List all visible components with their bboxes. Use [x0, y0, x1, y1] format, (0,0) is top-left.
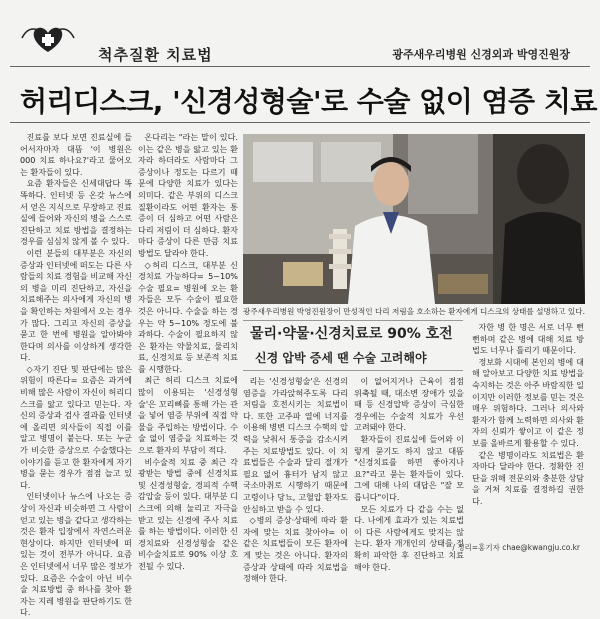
- article-column-5: [472, 322, 584, 540]
- paragraph: 이런 분들의 대부분은 자신의 증상과 인터넷에 떠도는 다른 사람들의 치료 경험을 비교해 자신의 병을 미리 진단하고, 자신을 치료해주는 의사에게 자신의 병을 확인하는 차원에서 오는 경우가 많다. 그리고 자신의 증상을 묻고 한 번에 병원을 알아봐야 한다며 의사를 이상하게 생각한다.: [20, 247, 132, 363]
- subhead-rule-bottom: [243, 370, 463, 371]
- subheadline-2: 신경 압박 증세 땐 수술 고려해야: [255, 351, 427, 365]
- doctor-consultation-photo: [243, 134, 585, 304]
- paragraph: 요즘 환자들은 신세대답다 똑똑하다. 인터넷 등 온갖 뉴스에서 얻은 지식으로 무장하고 진료실에 들어와 자신의 병을 스스로 진단하고 치료 방법을 결정하는 경우를 심심치 않게 볼 수 있다.: [20, 178, 132, 247]
- article-column-3: [243, 376, 348, 584]
- headline-rule: [10, 122, 590, 123]
- section-title: 척추질환 치료법: [98, 46, 213, 64]
- section-header: [0, 0, 600, 70]
- paragraph: 환자들이 진료실에 들어와 이렇게 묻기도 하지 않고 대뜸 "신경치료를 하면 좋아지나요?"라고 묻는 환자들이 있다. 그에 대해 나의 대답은 "잘 모릅니다"이다.: [354, 433, 464, 502]
- paragraph: ◇허리 디스크, 대부분 신경치료 가능하다= 5~10% 수술 필요= 병원에 오는 환자들은 모두 수술이 필요한 것은 아니다. 수술을 하는 경우는 약 5~10% 정도에 불과하다. 수술이 필요하지 않은 환자는 약물치료, 물리치료, 신경치료 등 보존적 치료를 시행한다.: [138, 259, 238, 374]
- paragraph: 정보화 시대에 본인의 병에 대해 알아보고 다양한 치료 방법을 숙지하는 것은 아주 바람직한 일이지만 이러한 정보를 믿는 것은 매우 위험하다. 그러나 의사와 환자가 함께 노력하면 의사와 환자의 신뢰가 쌓이고 이 같은 정보를 올바르게 활용할 수 있다.: [472, 356, 584, 448]
- paragraph: 진료를 보다 보면 진료실에 들어서자마자 대뜸 '이 병원은 000 치료 하나요?'라고 물어오는 환자들이 있다.: [20, 132, 132, 177]
- article-photo: [243, 134, 585, 304]
- paragraph: 인터넷이나 뉴스에 나오는 증상이 자신과 비슷하면 그 사람이 얻고 있는 병을 같다고 생각하는 것은 환자 입장에서 자연스러운 현상이다. 하지만 인터넷에 떠 있는 것이 전부가 아니다. 요즘은 인터넷에서 너무 많은 정보가 있다. 요즘은 수술이 아닌 비수술 치료방법 중 하나를 찾아 환자는 지레 병원을 판단하기도 한다.: [20, 491, 132, 618]
- headline: 허리디스크, '신경성형술'로 수술 없이 염증 치료: [20, 85, 597, 118]
- paragraph: 최근 허리 디스크 치료에 많이 이용되는 '신경성형술'은 꼬리뼈를 통해 가는 관을 넣어 염증 부위에 직접 약물을 주입하는 방법이다. 수술 없이 염증을 치료하는 것으로 환자의 부담이 적다.: [138, 375, 238, 456]
- paragraph: 자한 병 한 명은 서로 너무 뻔뻔하며 같은 병에 대해 치료 방법도 너무나 틀리기 때문이다.: [472, 322, 584, 356]
- photo-caption: 광주새우리병원 박영진원장이 만성적인 다리 저림을 호소하는 환자에게 디스크의 상태를 설명하고 있다.: [243, 307, 585, 316]
- subhead-rule-top: [243, 320, 463, 321]
- subheadline-1: 물리·약물·신경치료로 90% 호전: [250, 326, 453, 342]
- reporter-credit: / 정리=홍기자 chae@kwangju.co.kr: [452, 543, 580, 552]
- paragraph: 리는 '신경성형술'은 신경의 염증을 가라앉혀주도록 다리 저림을 호전시키는 치료법이다. 또한 고주파 열에 너지를 이용해 병변 디스크 수핵의 압력을 낮춰서 통증을 감소시켜주는 치료방법도 있다. 이 치료법들은 수술과 달리 절개가 필요 없어 흉터가 남지 않고 국소마취로 시행하기 때문에 고령이나 당뇨, 고혈압 환자도 안심하고 받을 수 있다.: [243, 376, 348, 514]
- paragraph: ◇자기 진단 및 판단에는 많은 위험이 따른다= 요즘은 과거에 비해 많은 사람이 자신이 허리디스크를 앓고 있다고 믿는다. 자신의 증상과 검사 결과를 인터넷에 올리면 의사들이 직접 이를 알고 병명이 붙는다. 또는 누군가 비슷한 증상으로 수술했다는 이야기를 듣고 한 환자에게 자기 병을 묻는 경우가 점점 늘고 있다.: [20, 363, 132, 490]
- heart-stethoscope-icon: [18, 20, 78, 56]
- paragraph: 모든 치료가 다 같을 수는 없다. 나에게 효과가 있는 치료법이 다른 사람에게도 맞지는 않는다. 환자 개개인의 상태를 정확히 파악한 후 진단하고 치료해야 한다.: [354, 503, 464, 572]
- article-column-2: [138, 132, 238, 571]
- paragraph: 같은 병명이라도 치료법은 환자마다 달라야 한다. 정확한 진단을 위해 전문의와 충분한 상담을 거쳐 치료를 결정하길 권한다.: [472, 449, 584, 506]
- paragraph: 온다리는 "라는 말이 있다. 이는 같은 병을 앓고 있는 환자라 하더라도 사람마다 그 증상이나 정도는 다르기 때문에 다양한 치료가 있다는 의미다. 같은 부위의 디스크 질환이라도 어떤 환자는 통증이 더 심하고 어떤 사람은 다리 저림이 더 심하다. 환자마다 증상이 다른 만큼 치료방법도 달라야 한다.: [138, 132, 238, 258]
- article-column-4: [354, 376, 464, 572]
- paragraph: ◇병의 증상·상태에 따라 환자에 맞는 치료 찾아야= 이 같은 치료법들이 모든 환자에게 맞는 것은 아니다. 환자의 증상과 상태에 따라 치료법을 정해야 한다.: [243, 515, 348, 584]
- header-rule: [10, 66, 590, 67]
- paragraph: 이 없어지거나 근육이 점점 위축될 때, 대소변 장애가 있을 때 등 신경압박 증상이 극심한 경우에는 수술적 치료가 우선 고려돼야 한다.: [354, 376, 464, 433]
- byline: 광주새우리병원 신경외과 박영진원장: [392, 48, 570, 61]
- paragraph: 비수술적 치료 중 최근 각광받는 방법 중에 신경치료 및 신경성형술, 경피적 수핵감압술 등이 있다. 대부분 디스크에 의해 눌리고 자극을 받고 있는 신경에 주사 치료를 하는 방법이다. 이러한 신경치료와 신경성형술 같은 비수술치료로 90% 이상 호전될 수 있다.: [138, 456, 238, 571]
- article-column-1: [20, 132, 132, 618]
